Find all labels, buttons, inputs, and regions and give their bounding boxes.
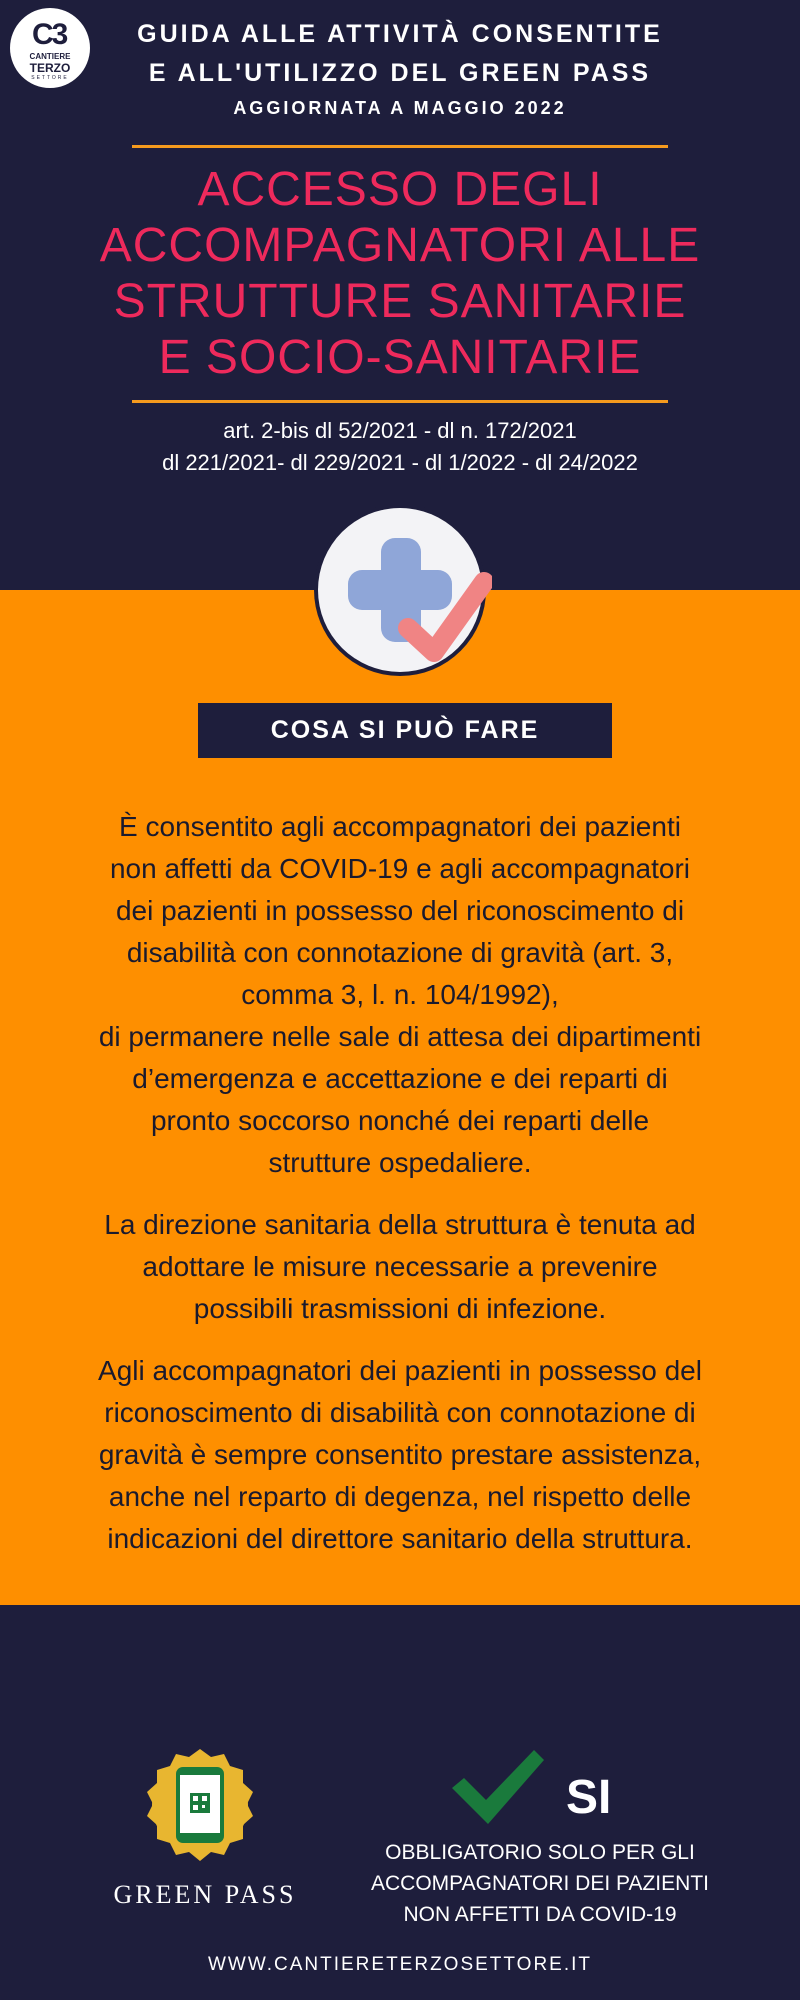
- main-title-line: E SOCIO-SANITARIE: [158, 331, 642, 384]
- logo-line1: CANTIERE: [29, 52, 71, 61]
- paragraph-direzione-sanitaria: [40, 1204, 760, 1330]
- logo-line2: TERZO: [29, 61, 71, 75]
- paragraph-permanere: [40, 1016, 760, 1184]
- paragraph-line: adottare le misure necessarie a prevenire: [142, 1251, 658, 1282]
- green-pass-note: [340, 1837, 740, 1930]
- paragraph-line: di permanere nelle sale di attesa dei dipartimenti: [98, 1021, 702, 1052]
- main-title: [60, 162, 740, 386]
- note-line: OBBLIGATORIO SOLO PER GLI: [385, 1841, 695, 1864]
- paragraph-line: comma 3, l. n. 104/1992),: [241, 979, 559, 1010]
- paragraph-line: riconoscimento di disabilità con connotazione di: [104, 1397, 696, 1428]
- divider-bottom: [132, 400, 668, 403]
- main-title-line: ACCESSO DEGLI: [197, 163, 603, 216]
- paragraph-line: non affetti da COVID-19 e agli accompagnatori: [109, 853, 691, 884]
- legal-reference-line1: art. 2-bis dl 52/2021 - dl n. 172/2021: [223, 418, 577, 443]
- paragraph-line: La direzione sanitaria della struttura è tenuta ad: [104, 1209, 696, 1240]
- paragraph-line: possibili trasmissioni di infezione.: [193, 1293, 607, 1324]
- logo: [10, 8, 90, 88]
- website-link[interactable]: WWW.CANTIERETERZOSETTORE.IT: [207, 1954, 593, 1975]
- paragraph-line: anche nel reparto di degenza, nel rispetto delle: [108, 1481, 692, 1512]
- green-pass-label: GREEN PASS: [113, 1880, 297, 1909]
- paragraph-line: Agli accompagnatori dei pazienti in possesso del: [98, 1355, 702, 1386]
- paragraph-consentito: [40, 806, 760, 1016]
- logo-mark: C3: [32, 18, 67, 51]
- main-title-line: ACCOMPAGNATORI ALLE: [99, 219, 701, 272]
- check-icon: [450, 1748, 546, 1830]
- header-title-line1: GUIDA ALLE ATTIVITÀ CONSENTITE: [137, 20, 663, 48]
- header-update-date: AGGIORNATA A MAGGIO 2022: [233, 98, 567, 118]
- paragraph-line: d’emergenza e accettazione e dei reparti di: [132, 1063, 668, 1094]
- note-line: ACCOMPAGNATORI DEI PAZIENTI: [371, 1872, 709, 1895]
- paragraph-line: pronto soccorso nonché dei reparti delle: [150, 1105, 650, 1136]
- paragraph-line: dei pazienti in possesso del riconoscimento di: [115, 895, 685, 926]
- paragraph-line: indicazioni del direttore sanitario della struttura.: [107, 1523, 693, 1554]
- green-pass-answer: SI: [566, 1771, 612, 1824]
- paragraph-line: strutture ospedaliere.: [268, 1147, 532, 1178]
- logo-line3: SETTORE: [31, 75, 69, 81]
- header-title-line2: E ALL'UTILIZZO DEL GREEN PASS: [148, 59, 652, 87]
- divider-top: [132, 145, 668, 148]
- green-pass-phone-icon: [140, 1745, 260, 1865]
- note-line: NON AFFETTI DA COVID-19: [403, 1903, 677, 1926]
- paragraph-assistenza: [40, 1350, 760, 1560]
- medical-cross-check-icon: [312, 502, 492, 682]
- paragraph-line: disabilità con connotazione di gravità (art. 3,: [126, 937, 674, 968]
- main-title-line: STRUTTURE SANITARIE: [113, 275, 687, 328]
- legal-reference-line2: dl 221/2021- dl 229/2021 - dl 1/2022 - dl 24/2022: [162, 450, 638, 475]
- section-label-cosa-si-puo-fare: COSA SI PUÒ FARE: [198, 703, 612, 758]
- paragraph-line: gravità è sempre consentito prestare assistenza,: [98, 1439, 702, 1470]
- paragraph-line: È consentito agli accompagnatori dei pazienti: [119, 811, 681, 842]
